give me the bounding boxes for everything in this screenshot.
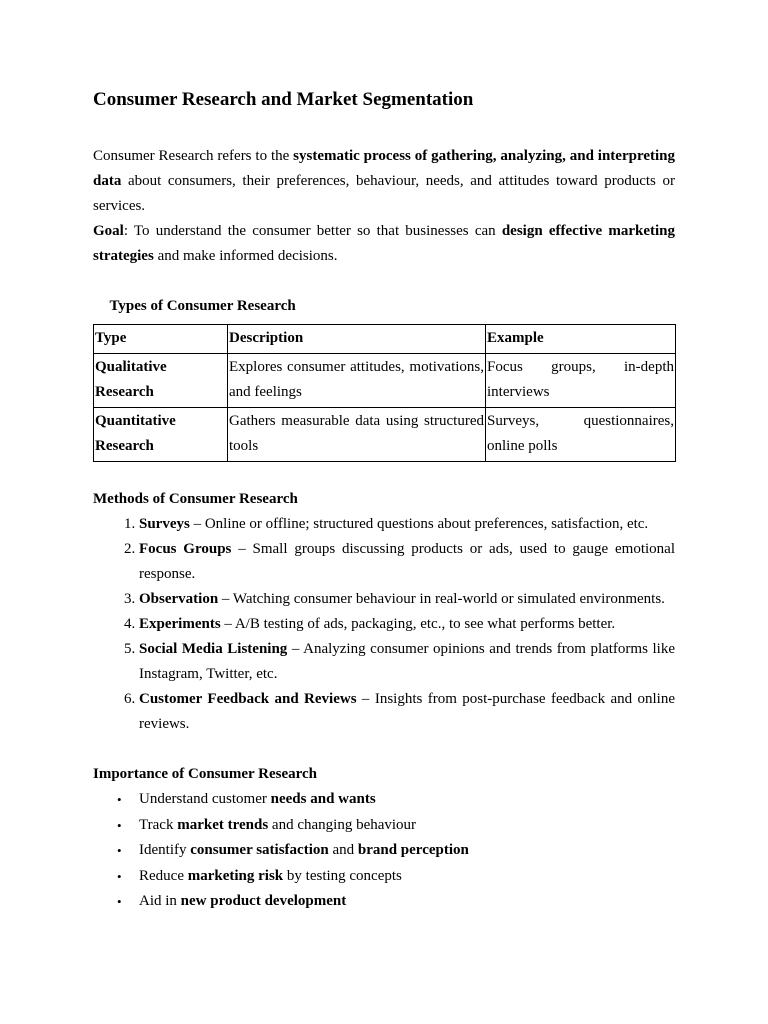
- goal-label: Goal: [93, 223, 124, 239]
- method-label: Social Media Listening: [139, 641, 288, 657]
- list-item: [117, 787, 675, 813]
- method-text: – Online or offline; structured questions about preferences, satisfaction, etc.: [189, 516, 649, 532]
- method-label: Observation: [139, 591, 219, 607]
- method-text: – Insights from post-purchase feedback and online reviews.: [139, 691, 675, 732]
- intro-text-1: Consumer Research refers to the: [93, 148, 294, 164]
- list-item: [139, 612, 675, 637]
- item-bold-text: market trends: [177, 816, 269, 833]
- item-text: Reduce: [139, 867, 188, 884]
- bullet-icon: •: [117, 868, 122, 884]
- intro-text-2: about consumers, their preferences, behaviour, needs, and attitudes toward products or services.: [93, 173, 675, 214]
- type-label: Quantitative Research: [95, 413, 176, 454]
- table-row: [94, 408, 676, 462]
- table-header-type: Type: [94, 325, 228, 354]
- item-bold-text: marketing risk: [187, 867, 284, 884]
- bullet-icon: •: [117, 894, 122, 909]
- item-bold-text: brand perception: [357, 842, 469, 858]
- item-text: Understand customer: [139, 791, 271, 807]
- table-cell-example: Focus groups, in-depth interviews: [486, 354, 676, 408]
- type-label: Qualitative Research: [95, 359, 167, 400]
- item-text: Aid in: [139, 893, 181, 909]
- item-text: and: [328, 842, 358, 858]
- goal-paragraph: [93, 219, 675, 269]
- types-section-title: Types of Consumer Research: [109, 298, 296, 314]
- document-content: [93, 86, 675, 915]
- goal-text-1: : To understand the consumer better so that businesses can: [123, 223, 502, 239]
- method-text: – Analyzing consumer opinions and trends from platforms like Instagram, Twitter, etc.: [139, 641, 675, 682]
- table-header-description: Description: [228, 325, 486, 354]
- types-table: [93, 324, 676, 462]
- item-text: by testing concepts: [283, 867, 402, 884]
- methods-section-title: Methods of Consumer Research: [93, 491, 298, 507]
- bullet-icon: •: [117, 792, 122, 807]
- importance-list: [93, 787, 675, 915]
- goal-text-2: and make informed decisions.: [153, 248, 338, 264]
- item-text: and changing behaviour: [268, 816, 417, 833]
- list-item: [139, 637, 675, 687]
- list-item: [117, 813, 675, 839]
- item-bold-text: needs and wants: [270, 791, 376, 807]
- bullet-icon: •: [117, 817, 122, 833]
- table-cell-example: Surveys, questionnaires, online polls: [486, 408, 676, 462]
- table-cell-type: [94, 408, 228, 462]
- types-section-heading: [93, 294, 675, 319]
- method-label: Focus Groups: [139, 541, 232, 557]
- method-text: – A/B testing of ads, packaging, etc., to see what performs better.: [220, 616, 616, 632]
- list-item: [117, 838, 675, 864]
- table-cell-description: Gathers measurable data using structured tools: [228, 408, 486, 462]
- list-item: [117, 889, 675, 915]
- list-item: [139, 587, 675, 612]
- item-text: Track: [139, 816, 178, 833]
- item-text: Identify: [139, 842, 191, 858]
- method-label: Customer Feedback and Reviews: [139, 691, 357, 707]
- table-header-row: [94, 325, 676, 354]
- methods-list: [93, 512, 675, 737]
- list-item: [139, 512, 675, 537]
- method-text: – Small groups discussing products or ads, used to gauge emotional response.: [139, 541, 676, 582]
- intro-paragraph: [93, 144, 675, 219]
- method-label: Experiments: [139, 616, 221, 632]
- list-item: [139, 687, 675, 737]
- goal-bold-text: design effective marketing strategies: [93, 223, 675, 264]
- list-item: [117, 864, 675, 890]
- item-bold-text: consumer satisfaction: [190, 842, 329, 858]
- intro-bold-definition: systematic process of gathering, analyzing, and interpreting data: [93, 148, 676, 189]
- table-header-example: Example: [486, 325, 676, 354]
- importance-section-title: Importance of Consumer Research: [93, 766, 317, 782]
- table-cell-type: [94, 354, 228, 408]
- item-bold-text: new product development: [180, 893, 347, 909]
- bullet-icon: •: [117, 843, 122, 858]
- document-title: Consumer Research and Market Segmentation: [93, 89, 474, 110]
- list-item: [139, 537, 675, 587]
- table-cell-description: Explores consumer attitudes, motivations, and feelings: [228, 354, 486, 408]
- method-text: – Watching consumer behaviour in real-world or simulated environments.: [218, 591, 665, 607]
- method-label: Surveys: [139, 516, 190, 532]
- table-row: [94, 354, 676, 408]
